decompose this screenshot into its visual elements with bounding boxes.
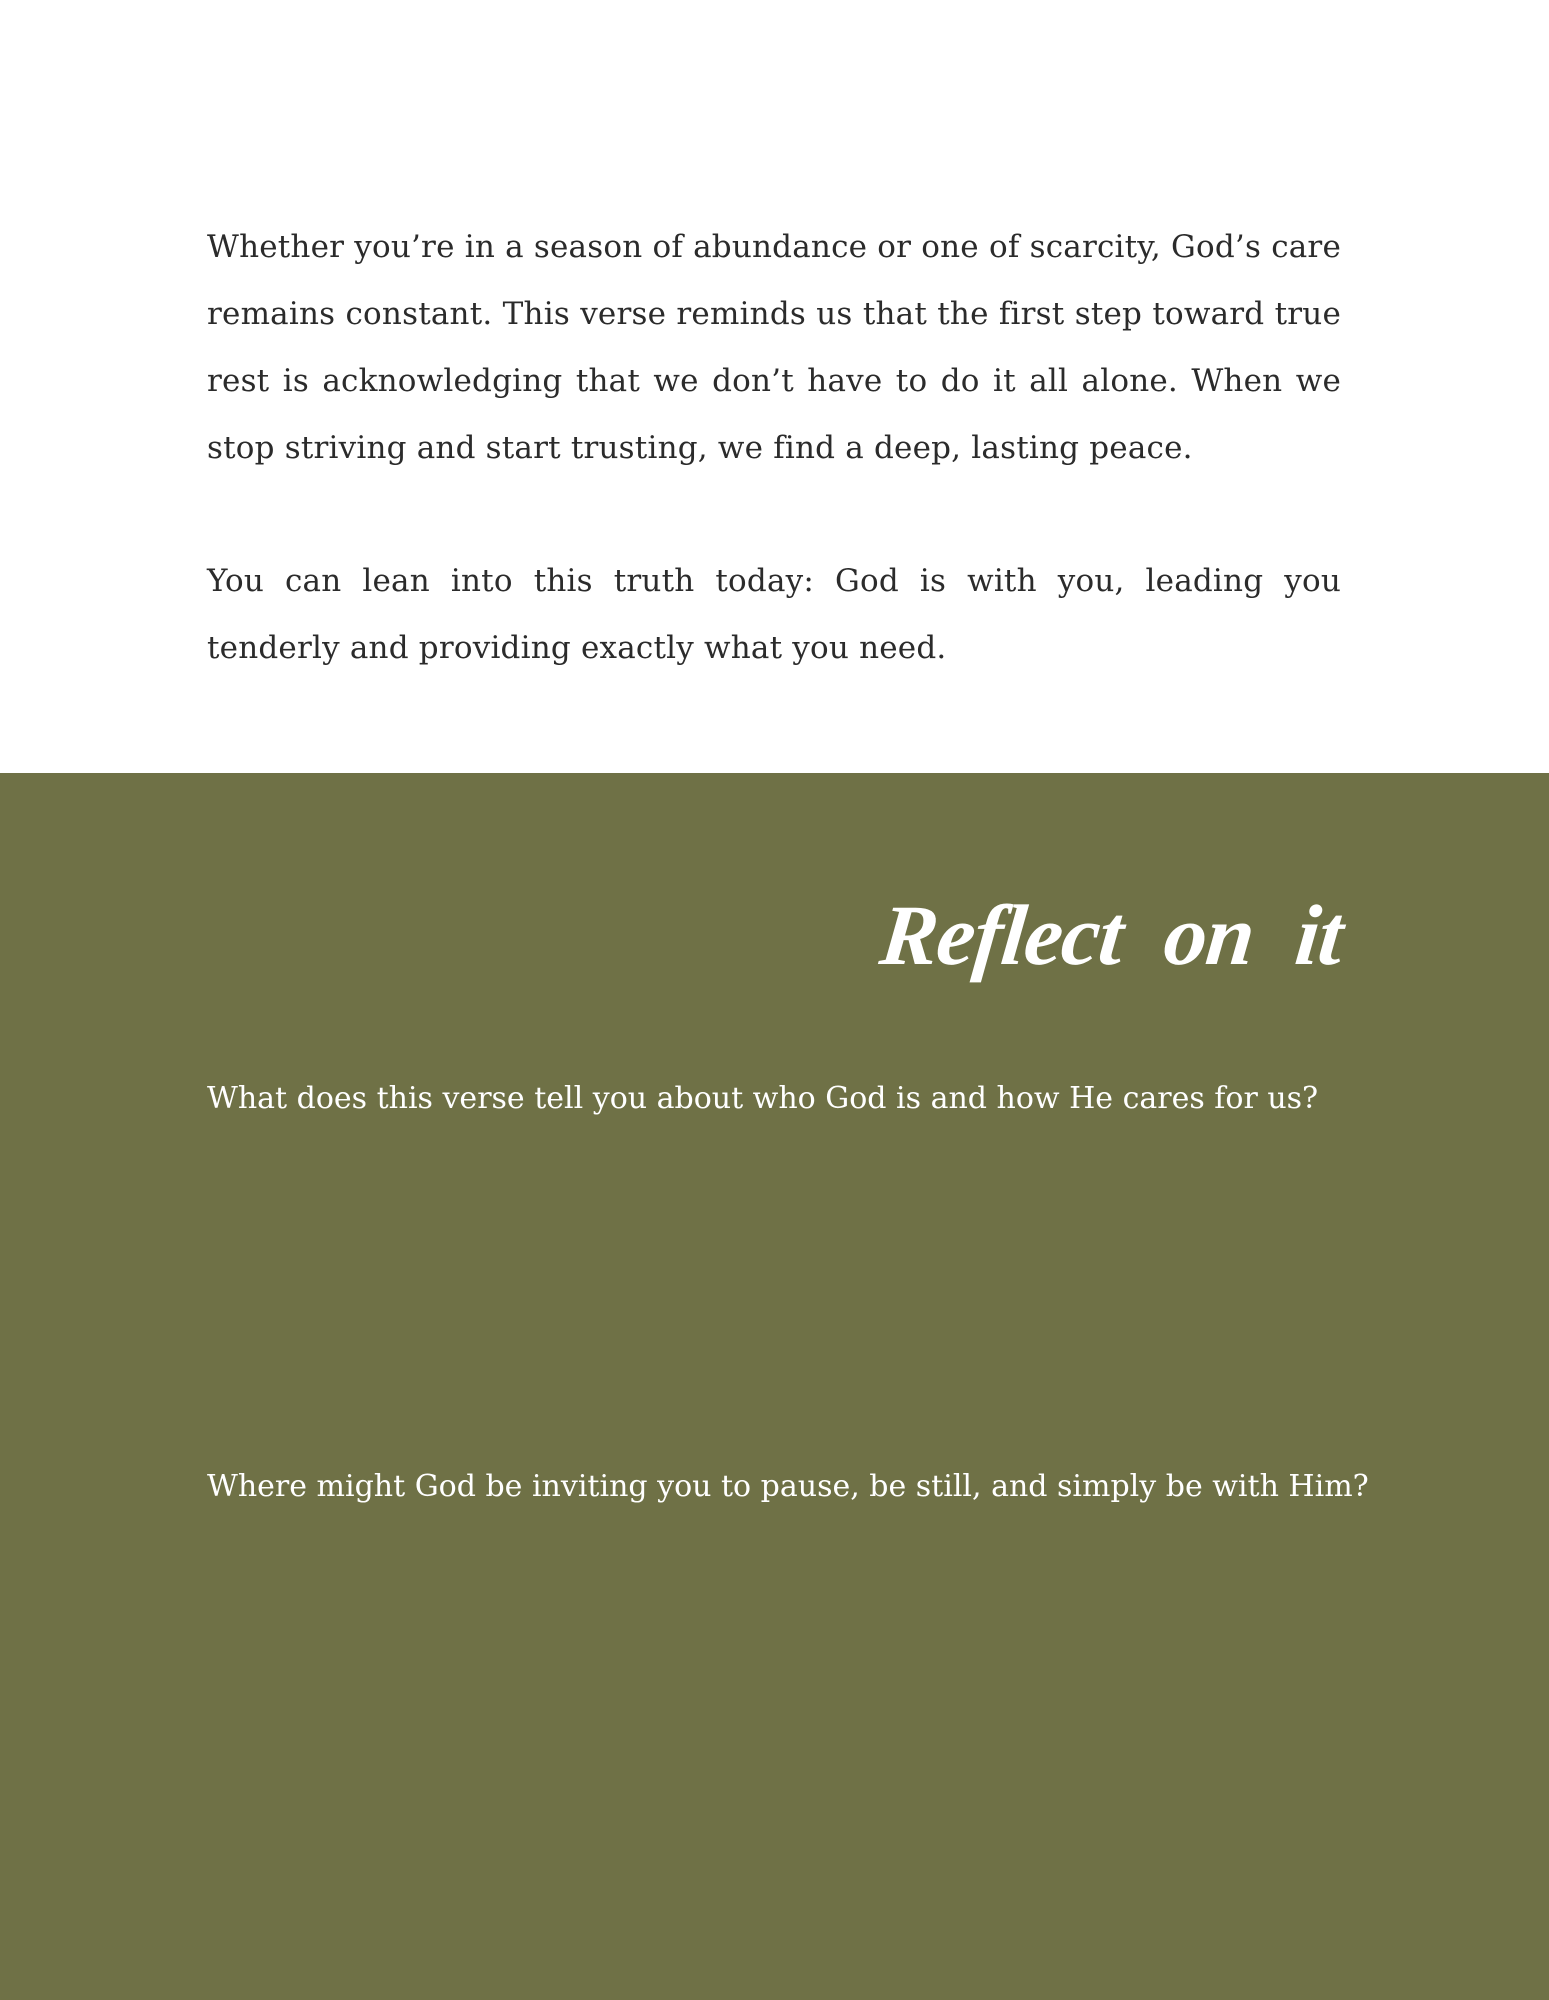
reflect-heading: Reflect on it xyxy=(876,887,1348,983)
devotional-paragraph-1: Whether you’re in a season of abundance or one of scarcity, God’s care remains constant. This verse reminds us that the first step toward true rest is acknowledging that we don’t have to do it all alone. When we stop striving and start trusting, we find a deep, lasting peace. xyxy=(207,229,1341,466)
answer-space-2 xyxy=(207,1531,1341,1791)
reflect-section xyxy=(0,773,1549,2000)
answer-space-1 xyxy=(207,1143,1341,1403)
reflection-question-2: Where might God be inviting you to pause, be still, and simply be with Him? xyxy=(207,1469,1369,1504)
devotional-text-section xyxy=(0,0,1549,773)
devotional-paragraph-2: You can lean into this truth today: God is with you, leading you tenderly and providing exactly what you need. xyxy=(207,563,1341,666)
reflection-question-1: What does this verse tell you about who God is and how He cares for us? xyxy=(207,1081,1319,1116)
